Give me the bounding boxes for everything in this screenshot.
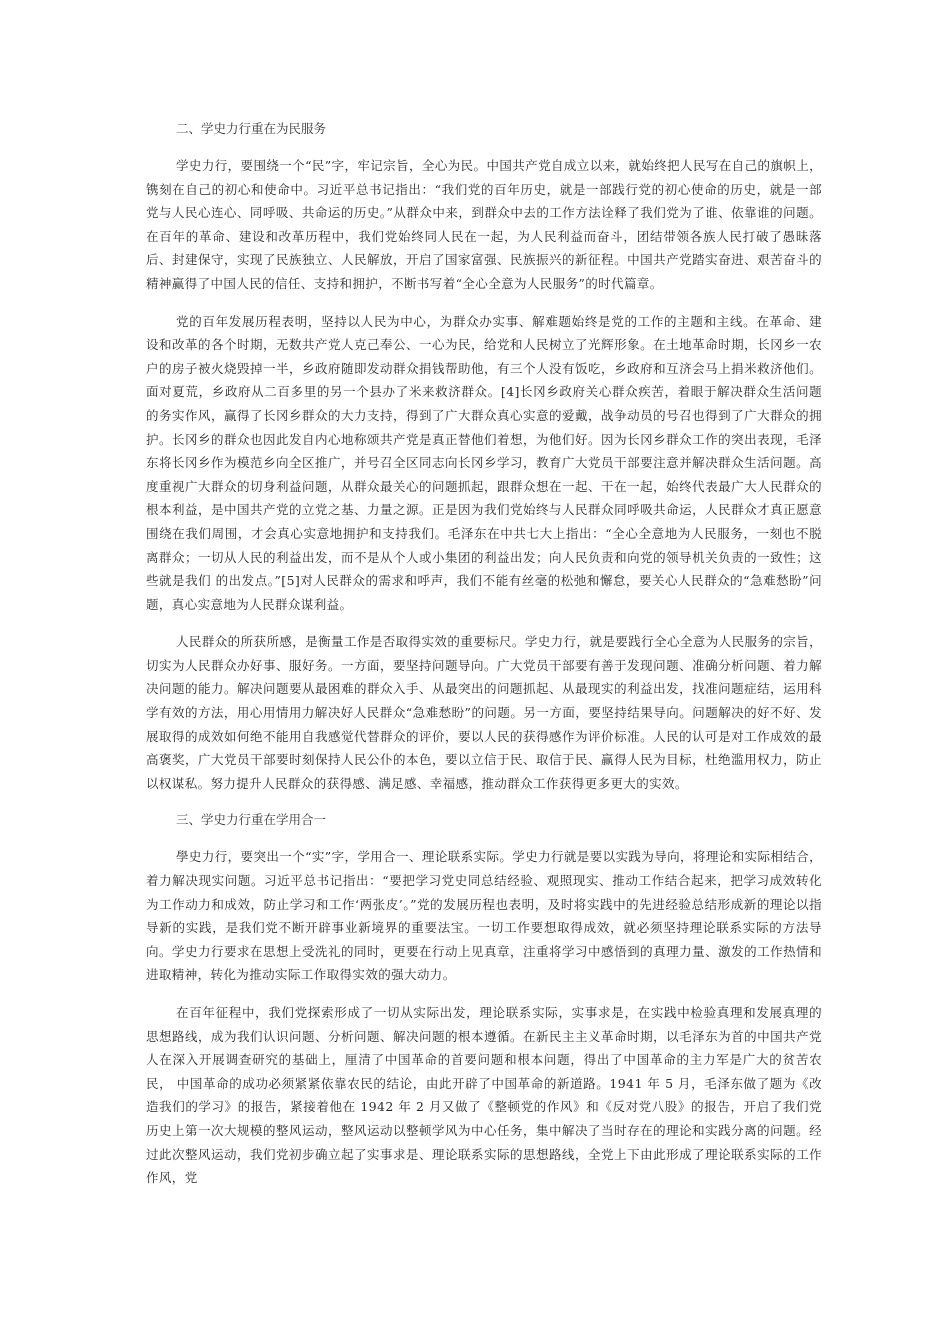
paragraph-3-1: 學史力行，要突出一个“实”字，学用合一、理论联系实际。学史力行就是要以实践为导向，将理论和实际相结合，着力解决现实问题。习近平总书记指出：“要把学习党史同总结经验、观照现实、推动工作结合起来，把学习成效转化为工作动力和成效，防止学习和工作‘两张皮’。”党的发展历程也表明，及时将实践中的先进经验总结形成新的理论以指导新的实践，是我们党不断开辟事业新境界的重要法宝。一切工作要想取得成效，就必须坚持理论联系实际的方法导向。学史力行要求在思想上受洗礼的同时，更要在行动上见真章，注重将学习中感悟到的真理力量、激发的工作热情和进取精神，转化为推动实际工作取得实效的强大动力。 — [146, 849, 822, 983]
paragraph-2-1: 学史力行，要围绕一个“民”字，牢记宗旨，全心为民。中国共产党自成立以来，就始终把人民写在自己的旗帜上，镌刻在自己的初心和使命中。习近平总书记指出：“我们党的百年历史，就是一部践行党的初心使命的历史，就是一部党与人民心连心、同呼吸、共命运的历史。”从群众中来，到群众中去的工作方法诠释了我们党为了谁、依靠谁的问题。在百年的革命、建设和改革历程中，我们党始终同人民在一起，为人民利益而奋斗，团结带领各族人民打破了愚昧落后、封建保守，实现了民族独立、人民解放，开启了国家富强、民族振兴的新征程。中国共产党踏实奋进、艰苦奋斗的精神赢得了中国人民的信任、支持和拥护，不断书写着“全心全意为人民服务”的时代篇章。 — [146, 158, 822, 291]
paragraph-3-2: 在百年征程中，我们党探索形成了一切从实际出发，理论联系实际，实事求是，在实践中检验真理和发展真理的 思想路线，成为我们认识问题、分析问题、解决问题的根本遵循。在新民主主义革命时期，以毛泽东为首的中国共产党人在深入开展调查研究的基础上，厘清了中国革命的首要问题和根本问题，得出了中国革命的主力军是广大的贫苦农民， 中国革命的成功必须紧紧依靠农民的结论，由此开辟了中国革命的新道路。1941 年 5 月，毛泽东做了题为《改造我们的学习》的报告，紧接着他在 1942 年 2 月又做了《整顿党的作风》和《反对党八股》的报告，开启了我们党历史上第一次大规模的整风运动，整风运动以整顿学风为中心任务，集中解决了当时存在的理论和实践分离的问题。经过此次整风运动，我们党初步确立起了实事求是、理论联系实际的思想路线，全党上下由此形成了理论联系实际的工作作风，党 — [146, 1005, 822, 1186]
section-heading-2: 二、学史力行重在为民服务 — [176, 121, 327, 136]
paragraph-2-3: 人民群众的所获所感，是衡量工作是否取得实效的重要标尺。学史力行，就是要践行全心全意为人民服务的宗旨， 切实为人民群众办好事、服好务。一方面，要坚持问题导向。广大党员干部要有善于发现问题、准确分析问题、着力解决问题的能力。解决问题要从最困难的群众入手、从最突出的问题抓起、从最现实的利益出发，找准问题症结，运用科学有效的方法，用心用情用力解决好人民群众“急难愁盼”的问题。另一方面，要坚持结果导向。问题解决的好不好、发 展取得的成效如何绝不能用自我感觉代替群众的评价，要以人民的获得感作为评价标准。人民的认可是对工作成效的最高褒奖，广大党员干部要时刻保持人民公仆的本色，要以立信于民、取信于民、赢得人民为目标，杜绝滥用权力，防止以权谋私。努力提升人民群众的获得感、满足感、幸福感，推动群众工作获得更多更大的实效。 — [146, 634, 822, 791]
document-page — [146, 118, 822, 1204]
paragraph-2-2: 党的百年发展历程表明，坚持以人民为中心，为群众办实事、解难题始终是党的工作的主题和主线。在革命、建 设和改革的各个时期，无数共产党人克己奉公、一心为民，给党和人民树立了光辉形象。在土地革命时期，长冈乡一农户的房子被火烧毁掉一半，乡政府随即发动群众捐钱帮助他，有三个人没有饭吃，乡政府和互济会马上捐米救济他们。面对夏荒，乡政府从二百多里的另一个县办了米来救济群众。[4]长冈乡政府关心群众疾苦，着眼于解决群众生活问题的务实作风，赢得了长冈乡群众的大力支持，得到了广大群众真心实意的爱戴，战争动员的号召也得到了广大群众的拥护。长冈乡的群众也因此发自内心地称颂共产党是真正替他们着想，为他们好。因为长冈乡群众工作的突出表现，毛泽东将长冈乡作为模范乡向全区推广，并号召全区同志向长冈乡学习，教育广大党员干部要注意并解决群众生活问题。高度重视广大群众的切身利益问题，从群众最关心的问题抓起，跟群众想在一起、干在一起，始终代表最广大人民群众的根本利益，是中国共产党的立党之基、力量之源。正是因为我们党始终与人民群众同呼吸共命运，人民群众才真正愿意围绕在我们周围，才会真心实意地拥护和支持我们。毛泽东在中共七大上指出：“全心全意地为人民服务，一刻也不脱离群众；一切从人民的利益出发，而不是从个人或小集团的利益出发；向人民负责和向党的领导机关负责的一致性；这些就是我们 的出发点。”[5]对人民群众的需求和呼声，我们不能有丝毫的松弛和懈怠，要关心人民群众的“急难愁盼”问题，真心实意地为人民群众谋利益。 — [146, 313, 822, 612]
section-heading-3: 三、学史力行重在学用合一 — [176, 812, 327, 828]
